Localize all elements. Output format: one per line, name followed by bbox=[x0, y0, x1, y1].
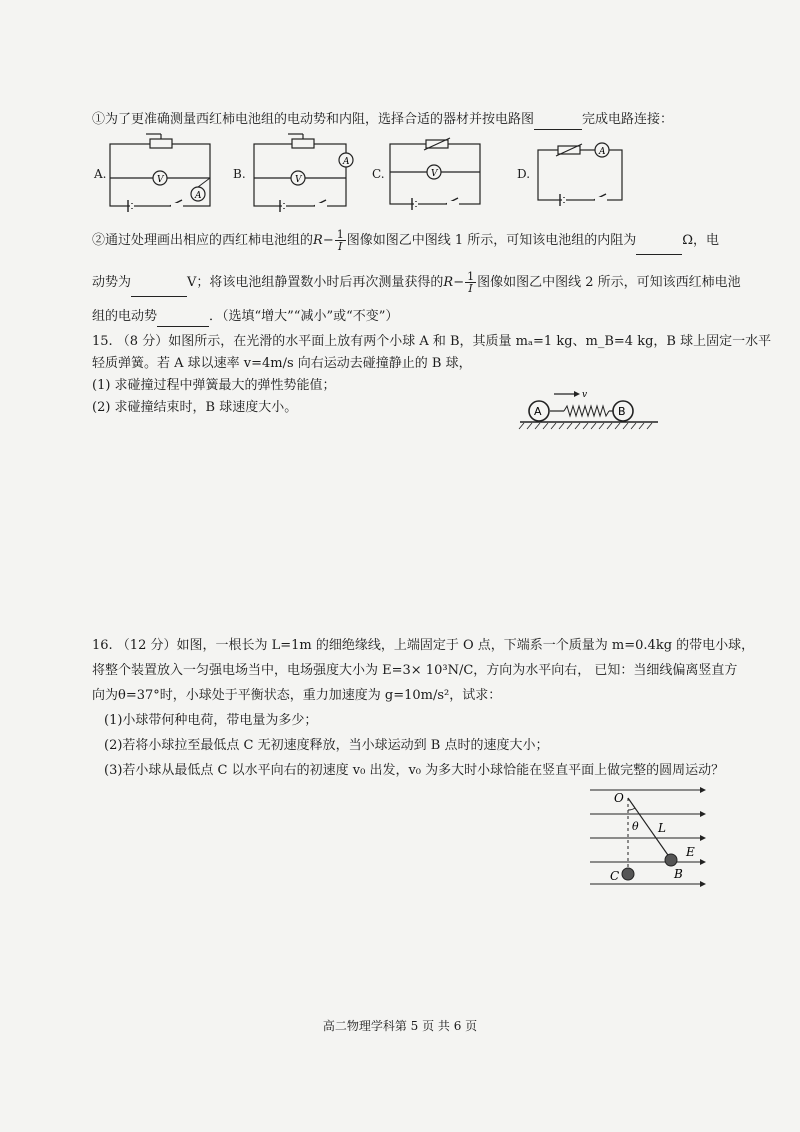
q15-line1: 15. （8 分）如图所示，在光滑的水平面上放有两个小球 A 和 B，其质量 mₐ=1 kg、m_B=4 kg，B 球上固定一水平 bbox=[92, 334, 772, 349]
page-footer: 高二物理学科第 5 页 共 6 页 bbox=[322, 1019, 478, 1033]
option-a-label: A. bbox=[94, 167, 107, 181]
q15-diagram bbox=[518, 386, 688, 434]
voltmeter-symbol: V bbox=[157, 175, 164, 185]
fraction bbox=[335, 229, 346, 252]
q14-part1-line bbox=[92, 111, 673, 130]
q16-line1: 16. （12 分）如图，一根长为 L=1m 的细绝缘线，上端固定于 O 点，下端系一个质量为 m=0.4kg 的带电小球， bbox=[92, 638, 755, 653]
text: V；将该电池组静置数小时后再次测量获得的 bbox=[187, 275, 444, 290]
point-b-label: B bbox=[674, 867, 683, 881]
option-c-label: C. bbox=[372, 167, 385, 181]
text: 图像如图乙中图线 1 所示，可知该电池组的内阻为 bbox=[346, 233, 637, 248]
q15-line2: 轻质弹簧。若 A 球以速率 v=4m/s 向右运动去碰撞静止的 B 球， bbox=[92, 356, 472, 371]
answer-blank bbox=[636, 228, 682, 255]
option-b-label: B. bbox=[233, 167, 246, 181]
frac-den: I bbox=[468, 282, 473, 295]
text: 动势为 bbox=[92, 275, 132, 290]
ball-b-label: B bbox=[618, 405, 626, 418]
q14-part2-line1 bbox=[92, 228, 719, 255]
frac-den: I bbox=[338, 240, 343, 253]
ammeter-symbol: A bbox=[195, 191, 202, 201]
ammeter-symbol: A bbox=[343, 157, 350, 167]
text: ．（选填“增大”“减小”或“不变”） bbox=[209, 309, 399, 324]
answer-blank bbox=[157, 308, 209, 327]
r-symbol: R bbox=[313, 233, 323, 248]
q16-item1: (1)小球带何种电荷，带电量为多少； bbox=[104, 713, 318, 728]
frac-num: 1 bbox=[336, 228, 344, 241]
point-c-label: C bbox=[610, 869, 620, 883]
q15-item1: (1) 求碰撞过程中弹簧最大的弹性势能值； bbox=[92, 378, 336, 393]
text: 组的电动势 bbox=[92, 309, 158, 324]
q14-part1-text: ①为了更准确测量西红柿电池组的电动势和内阻，选择合适的器材并按电路图 bbox=[92, 112, 535, 127]
option-d-label: D. bbox=[517, 167, 531, 181]
answer-blank bbox=[131, 270, 187, 297]
q16-line3: 向为θ=37°时，小球处于平衡状态，重力加速度为 g=10m/s²，试求： bbox=[92, 688, 502, 703]
voltmeter-symbol: V bbox=[431, 169, 438, 179]
text: ②通过处理画出相应的西红柿电池组的 bbox=[92, 233, 314, 248]
ball-a-label: A bbox=[534, 405, 542, 418]
circuit-b-diagram bbox=[252, 134, 362, 216]
velocity-label: v bbox=[582, 390, 588, 400]
q16-item2: (2)若将小球拉至最低点 C 无初速度释放，当小球运动到 B 点时的速度大小； bbox=[104, 738, 549, 753]
fraction bbox=[465, 271, 476, 294]
circuit-a-diagram bbox=[108, 134, 218, 216]
field-label: E bbox=[686, 845, 695, 859]
q15-item2: (2) 求碰撞结束时，B 球速度大小。 bbox=[92, 400, 298, 415]
frac-num: 1 bbox=[467, 270, 475, 283]
q16-item3: (3)若小球从最低点 C 以水平向右的初速度 v₀ 出发，v₀ 为多大时小球恰能在竖直平面上做完整的圆周运动？ bbox=[104, 763, 725, 778]
answer-blank bbox=[534, 111, 582, 130]
circuit-c-diagram bbox=[388, 138, 488, 210]
q14-part1-text-after: 完成电路连接： bbox=[582, 112, 674, 127]
minus-symbol: − bbox=[322, 233, 334, 248]
r-symbol: R bbox=[443, 275, 454, 290]
point-o-label: O bbox=[614, 791, 624, 805]
text: 图像如图乙中图线 2 所示，可知该西红柿电池 bbox=[477, 275, 741, 290]
voltmeter-symbol: V bbox=[295, 175, 302, 185]
theta-label: θ bbox=[632, 820, 639, 833]
length-label: L bbox=[658, 821, 666, 835]
ammeter-symbol: A bbox=[599, 147, 606, 157]
circuit-d-diagram bbox=[536, 138, 636, 210]
q16-line2: 将整个装置放入一匀强电场当中，电场强度大小为 E=3× 10³N/C，方向为水平向右， 已知：当细线偏离竖直方 bbox=[92, 663, 738, 678]
q14-part2-line2 bbox=[92, 270, 741, 297]
text: Ω，电 bbox=[682, 233, 720, 248]
minus-symbol: − bbox=[453, 275, 465, 290]
q14-part2-line3 bbox=[92, 308, 398, 327]
q16-diagram bbox=[590, 784, 710, 894]
